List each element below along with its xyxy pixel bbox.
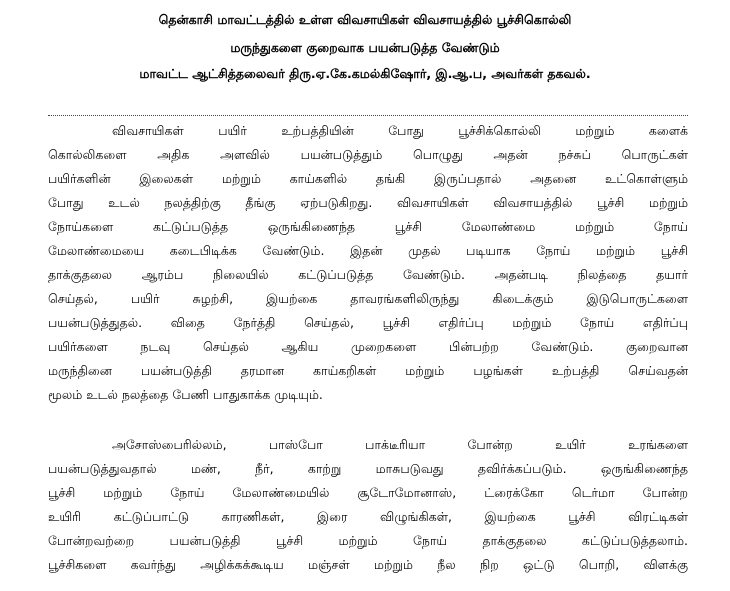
- paragraph-line: நோய்களை கட்டுப்படுத்த ஒருங்கிணைந்த பூச்சி மேலாண்மை மற்றும் நோய்: [48, 219, 688, 234]
- dotted-divider: [48, 115, 688, 116]
- paragraph-line: உயிரி கட்டுப்பாட்டு காரணிகள், இரை விழுங்கிகள், இயற்கை பூச்சி விரட்டிகள்: [48, 509, 688, 524]
- paragraph-line: பயன்படுத்துதல். விதை நேர்த்தி செய்தல், பூச்சி எதிர்ப்பு மற்றும் நோய் எதிர்ப்பு: [48, 315, 688, 330]
- paragraph-line: தாக்குதலை ஆரம்ப நிலையில் கட்டுப்படுத்த வேண்டும். அதன்படி நிலத்தை தயார்: [48, 267, 688, 282]
- paragraph-line: விவசாயிகள் பயிர் உற்பத்தியின் போது பூச்சிக்கொல்லி மற்றும் களைக்: [112, 123, 688, 138]
- paragraph-1: [48, 119, 688, 407]
- paragraph-line: பயிர்களை நடவு செய்தல் ஆகிய முறைகளை பின்பற்ற வேண்டும். குறைவான: [48, 339, 688, 354]
- heading-line-3: மாவட்ட ஆட்சித்தலைவர் திரு.ஏ.கே.கமல்கிஷோர், இ.ஆ.ப, அவர்கள் தகவல்.: [139, 66, 591, 81]
- heading-line-1: தென்காசி மாவட்டத்தில் உள்ள விவசாயிகள் விவசாயத்தில் பூச்சிகொல்லி: [158, 12, 572, 27]
- paragraph-line: மருந்தினை பயன்படுத்தி தரமான காய்கறிகள் மற்றும் பழங்கள் உற்பத்தி செய்வதன்: [48, 363, 688, 378]
- paragraph-line: போது உடல் நலத்திற்கு தீங்கு ஏற்படுகிறது. விவசாயிகள் விவசாயத்தில் பூச்சி மற்றும்: [48, 195, 688, 210]
- paragraph-line: பூச்சி மற்றும் நோய் மேலாண்மையில் சூடோமோனாஸ், ட்ரைக்கோ டெர்மா போன்ற: [48, 485, 688, 500]
- paragraph-line: பயன்படுத்துவதால் மண், நீர், காற்று மாசுபடுவது தவிர்க்கப்படும். ஒருங்கிணைந்த: [48, 461, 688, 476]
- paragraph-line: போன்றவற்றை பயன்படுத்தி பூச்சி மற்றும் நோய் தாக்குதலை கட்டுப்படுத்தலாம்.: [48, 533, 688, 548]
- heading-line-2: மருந்துகளை குறைவாக பயன்படுத்த வேண்டும்: [230, 40, 500, 55]
- paragraph-line: பயிர்களின் இலைகள் மற்றும் காய்களில் தங்கி இருப்பதால் அதனை உட்கொள்ளும்: [48, 171, 688, 186]
- paragraph-line: பூச்சிகளை கவர்ந்து அழிக்கக்கூடிய மஞ்சள் மற்றும் நீல நிற ஒட்டு பொறி, விளக்கு: [48, 557, 688, 572]
- paragraph-line: மேலாண்மையை கடைபிடிக்க வேண்டும். இதன் முதல் படியாக நோய் மற்றும் பூச்சி: [48, 243, 688, 258]
- paragraph-line: மூலம் உடல் நலத்தை பேணி பாதுகாக்க முடியும்.: [48, 387, 323, 402]
- paragraph-line: செய்தல், பயிர் சுழற்சி, இயற்கை தாவரங்களிலிருந்து கிடைக்கும் இடுபொருட்களை: [48, 291, 688, 306]
- paragraph-2: [48, 433, 688, 577]
- paragraph-line: கொல்லிகளை அதிக அளவில் பயன்படுத்தும் பொழுது அதன் நச்சுப் பொருட்கள்: [48, 147, 688, 162]
- paragraph-line: அசோஸ்பைரில்லம், பாஸ்போ பாக்டீரியா போன்ற உயிர் உரங்களை: [112, 437, 688, 452]
